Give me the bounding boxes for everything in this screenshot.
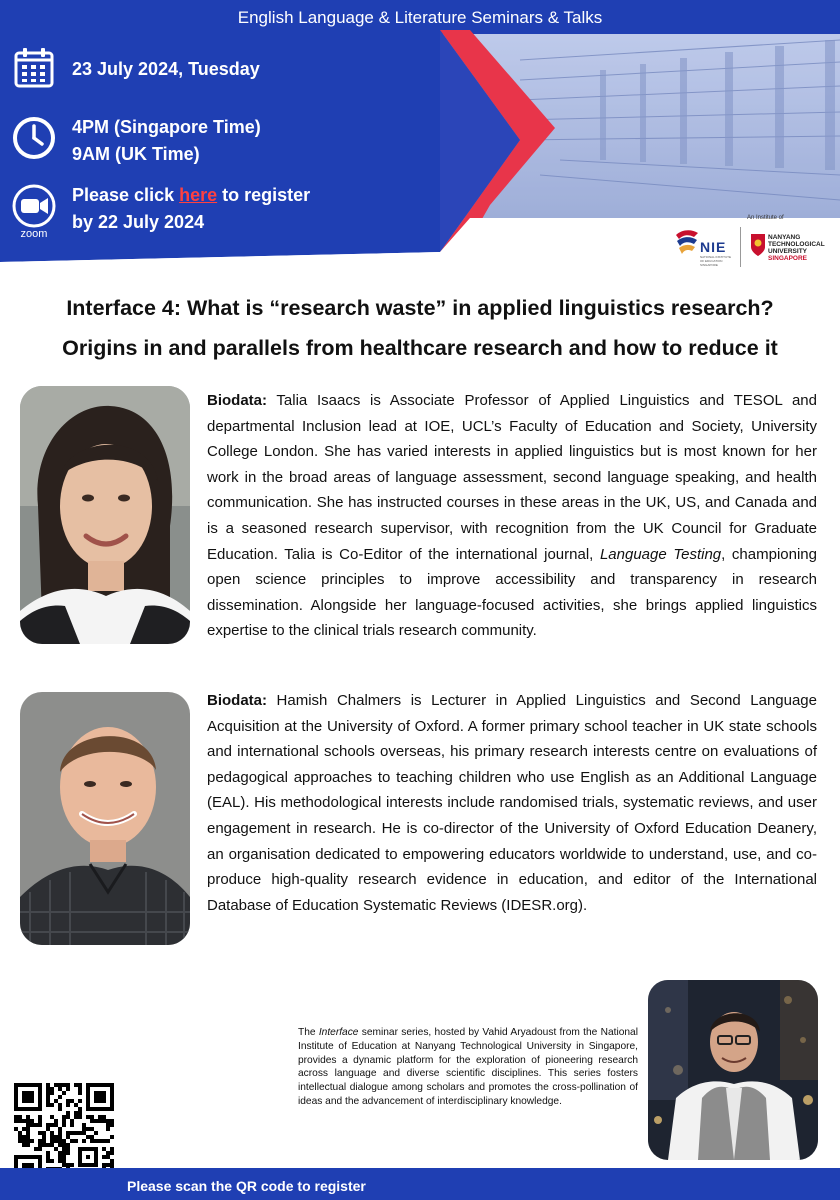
ntu-crest [750, 233, 766, 257]
time-singapore: 4PM (Singapore Time) [72, 117, 261, 137]
logo-divider [740, 227, 741, 267]
talk-title [0, 288, 840, 368]
register-link[interactable]: here [179, 185, 218, 205]
journal-title: Language Testing [599, 545, 722, 563]
speaker-bio-1: Biodata: Talia Isaacs is Associate Professor of Applied Linguistics and TESOL and departmental Inclusion lead at IOE, UCL’s Faculty of Education and Society, University College London. She has varied interests in applied linguistics but is most known for her work in the broad areas of language assessment, second language speaking, and health communication. She has instructed courses in these areas in the UK, US, and Canada and is a seasoned research supervisor, with recognition from the UK Council for Graduate Education. Talia is Co-Editor of the international journal, Language Testing, championing open science principles to improve accessibility and transparency in research dissemination. Alongside her language-focused activities, she brings applied linguistics expertise to the clinical trials research community. [207, 392, 817, 640]
nie-emblem [674, 227, 700, 257]
zoom-camera-icon [10, 182, 58, 230]
register-suffix: to register [217, 185, 311, 205]
time-row [10, 114, 261, 168]
series-description: The Interface seminar series, hosted by Vahid Aryadoust from the National Institute of Education at Nanyang Technological University in Singapore, provides a dynamic platform for the exploration of pioneering research across language and diverse scientific disciplines. This series fosters intellectual dialogue among scholars and promotes the cross-pollination of ideas and the advancement of interdisciplinary knowledge. [298, 1027, 638, 1107]
time-uk: 9AM (UK Time) [72, 144, 200, 164]
header-banner [0, 0, 840, 268]
clock-icon [10, 114, 58, 162]
register-row [10, 182, 310, 240]
zoom-label: zoom [20, 228, 48, 240]
talk-title-line2: Origins in and parallels from healthcare research and how to reduce it [62, 336, 778, 360]
date-row [10, 44, 260, 92]
bio-label: Biodata: [207, 392, 267, 409]
nie-logo-subtext: NATIONAL INSTITUTE OF EDUCATION SINGAPORE [700, 255, 732, 267]
series-name: Interface [318, 1027, 359, 1038]
footer-text: Please scan the QR code to register [127, 1178, 366, 1194]
institute-of-text: An Institute of [747, 215, 784, 221]
speaker-bio-2: Biodata: Hamish Chalmers is Lecturer in Applied Linguistics and Second Language Acquisition at the University of Oxford. A former primary school teacher in UK state schools and international schools overseas, his primary research interests centre on evaluations of pedagogical approaches to teaching children who use English as an Additional Language (EAL). His methodological interests include randomised trials, systematic reviews, and user engagement in research. He is co-director of the University of Oxford Education Deanery, an organisation dedicated to empowering educators worldwide to understand, use, and co-produce high-quality research evidence in education, and editor of the International Database of Education Systematic Reviews (IDESR.org). [207, 692, 817, 914]
talk-title-line1: Interface 4: What is “research waste” in applied linguistics research? [66, 296, 774, 320]
series-title: English Language & Literature Seminars & Talks [237, 8, 603, 27]
nie-logo-text: NIE [700, 239, 727, 255]
footer-bar [0, 1168, 840, 1200]
speaker-photo-talia-isaacs [20, 386, 190, 644]
ntu-logo-text: NANYANG TECHNOLOGICAL UNIVERSITY SINGAPORE [768, 234, 825, 262]
calendar-icon [10, 44, 58, 92]
institution-logos [670, 215, 835, 268]
register-deadline: by 22 July 2024 [72, 212, 205, 232]
event-date: 23 July 2024, Tuesday [72, 59, 260, 79]
host-photo-vahid-aryadoust [648, 980, 818, 1160]
bio-label: Biodata: [207, 692, 267, 709]
register-prefix: Please click [72, 185, 180, 205]
speaker-photo-hamish-chalmers [20, 692, 190, 945]
